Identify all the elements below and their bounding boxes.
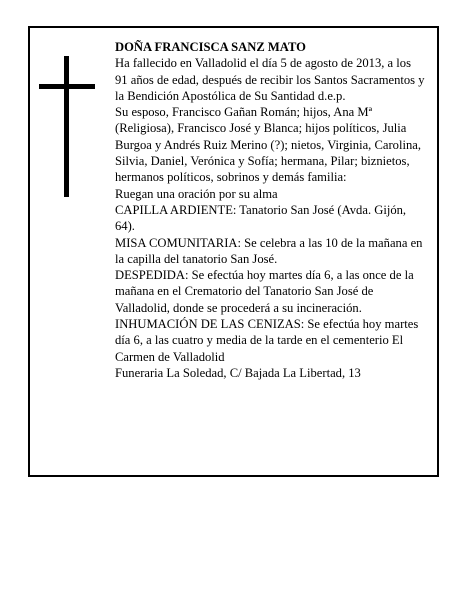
cross-icon-bar <box>39 84 95 89</box>
mass-info: MISA COMUNITARIA: Se celebra a las 10 de la mañana en la capilla del tanatorio San José. <box>115 235 423 266</box>
deceased-name: DOÑA FRANCISCA SANZ MATO <box>115 40 306 54</box>
farewell-info: DESPEDIDA: Se efectúa hoy martes día 6, a las once de la mañana en el Crematorio del Tanatorio San José de Valladolid, donde se procederá a su incineración. <box>115 268 414 315</box>
obituary-text <box>115 39 425 381</box>
burial-info: INHUMACIÓN DE LAS CENIZAS: Se efectúa hoy martes día 6, a las cuatro y media de la tarde en el cementerio El Carmen de Valladolid <box>115 317 419 364</box>
chapel-info: CAPILLA ARDIENTE: Tanatorio San José (Avda. Gijón, 64). <box>115 202 407 234</box>
funeral-home: Funeraria La Soledad, C/ Bajada La Libertad, 13 <box>115 365 361 380</box>
death-announcement: Ha fallecido en Valladolid el día 5 de agosto de 2013, a los 91 años de edad, después de recibir los Santos Sacramentos y la Bendición Apostólica de Su Santidad d.e.p. <box>115 56 425 103</box>
cross-icon <box>64 56 69 197</box>
prayer-request: Ruegan una oración por su alma <box>115 186 278 201</box>
family-list: Su esposo, Francisco Gañan Román; hijos, Ana Mª (Religiosa), Francisco José y Blanca; hijos políticos, Julia Burgoa y Andrés Ruiz Merino (?); nietos, Virginia, Carolina, Silvia, Daniel, Verónica y Sofía; hermana, Pilar; biznietos, hermanos políticos, sobrinos y demás familia: <box>115 105 421 185</box>
